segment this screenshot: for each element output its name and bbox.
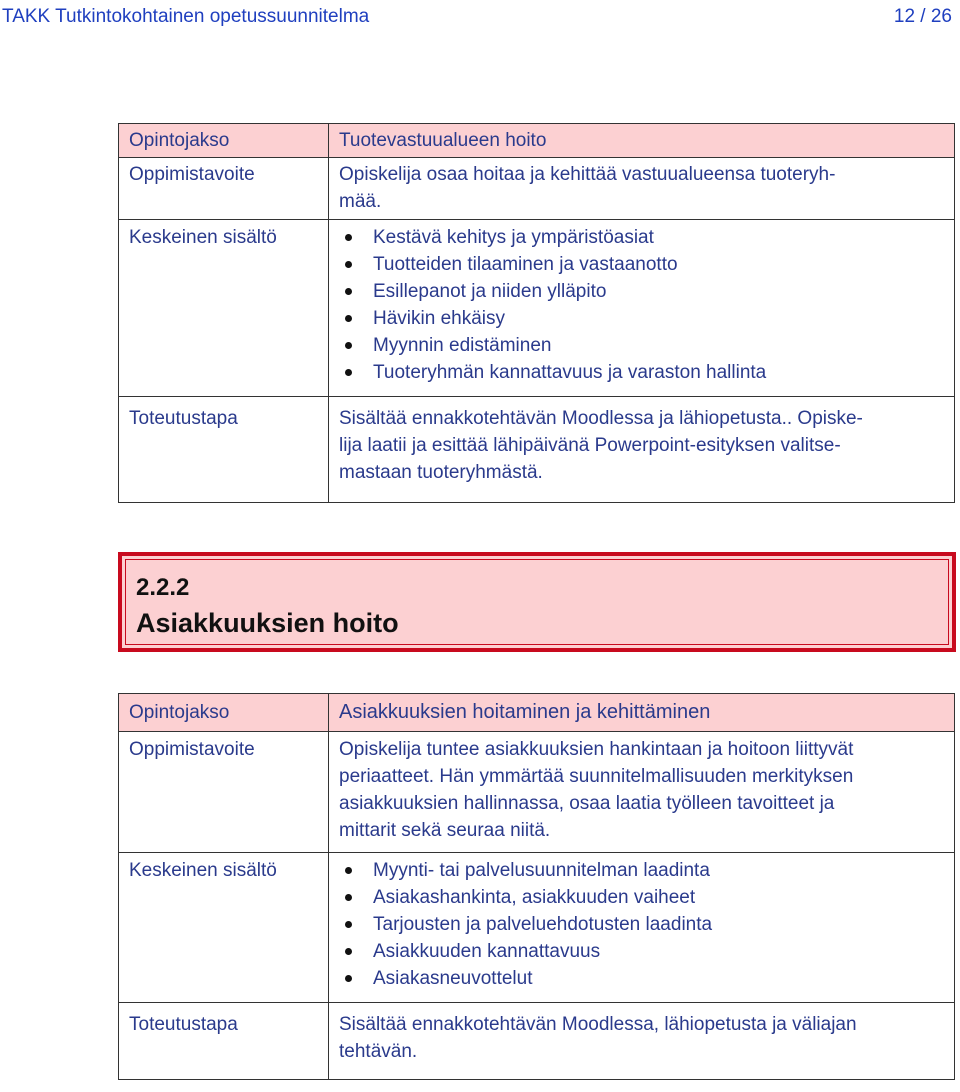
list-item: Asiakkuuden kannattavuus [339, 938, 944, 965]
course-table-1 [118, 123, 955, 503]
table-row [119, 158, 955, 220]
list-item: Myynti- tai palvelusuunnitelman laadinta [339, 857, 944, 884]
row-value: Asiakkuuksien hoitaminen ja kehittäminen [329, 694, 955, 732]
list-item: Asiakasneuvottelut [339, 965, 944, 992]
section-heading-box [118, 552, 956, 652]
list-item: Asiakashankinta, asiakkuuden vaiheet [339, 884, 944, 911]
table-row [119, 397, 955, 503]
row-value: Opiskelija tuntee asiakkuuksien hankintaan ja hoitoon liittyvät periaatteet. Hän ymmärtää suunnitelmallisuuden merkityksen asiakkuuksien hallinnassa, osaa laatia työlleen tavoitteet ja mittarit sekä seuraa niitä. [329, 732, 955, 853]
row-label: Toteutustapa [119, 1003, 329, 1080]
list-item: Hävikin ehkäisy [339, 305, 944, 332]
document-title: TAKK Tutkintokohtainen opetussuunnitelma [2, 6, 370, 27]
section-title: Asiakkuuksien hoito [136, 608, 399, 638]
list-item: Myynnin edistäminen [339, 332, 944, 359]
list-item: Kestävä kehitys ja ympäristöasiat [339, 224, 944, 251]
table-row [119, 1003, 955, 1080]
table-row [119, 853, 955, 1003]
table-row [119, 732, 955, 853]
list-item: Tuoteryhmän kannattavuus ja varaston hallinta [339, 359, 944, 386]
table-row [119, 220, 955, 397]
row-label: Oppimistavoite [119, 732, 329, 853]
row-label: Keskeinen sisältö [119, 853, 329, 1003]
row-label: Oppimistavoite [119, 158, 329, 220]
row-label: Keskeinen sisältö [119, 220, 329, 397]
list-item: Tarjousten ja palveluehdotusten laadinta [339, 911, 944, 938]
page-number: 12 / 26 [893, 6, 952, 27]
content-list [339, 224, 944, 386]
page-header [0, 0, 960, 32]
row-label: Opintojakso [119, 124, 329, 158]
course-table-2 [118, 693, 955, 1080]
table-row [119, 694, 955, 732]
section-number: 2.2.2 [136, 574, 190, 601]
row-value: Opiskelija osaa hoitaa ja kehittää vastuualueensa tuoteryh- mää. [329, 158, 955, 220]
row-label: Toteutustapa [119, 397, 329, 503]
table-row [119, 124, 955, 158]
list-item: Esillepanot ja niiden ylläpito [339, 278, 944, 305]
row-value: Tuotevastuualueen hoito [329, 124, 955, 158]
list-item: Tuotteiden tilaaminen ja vastaanotto [339, 251, 944, 278]
row-value: Sisältää ennakkotehtävän Moodlessa ja lähiopetusta.. Opiske- lija laatii ja esittää lähipäivänä Powerpoint-esityksen valitse- mastaan tuoteryhmästä. [329, 397, 955, 503]
row-value: Sisältää ennakkotehtävän Moodlessa, lähiopetusta ja väliajan tehtävän. [329, 1003, 955, 1080]
row-label: Opintojakso [119, 694, 329, 732]
content-list [339, 857, 944, 992]
